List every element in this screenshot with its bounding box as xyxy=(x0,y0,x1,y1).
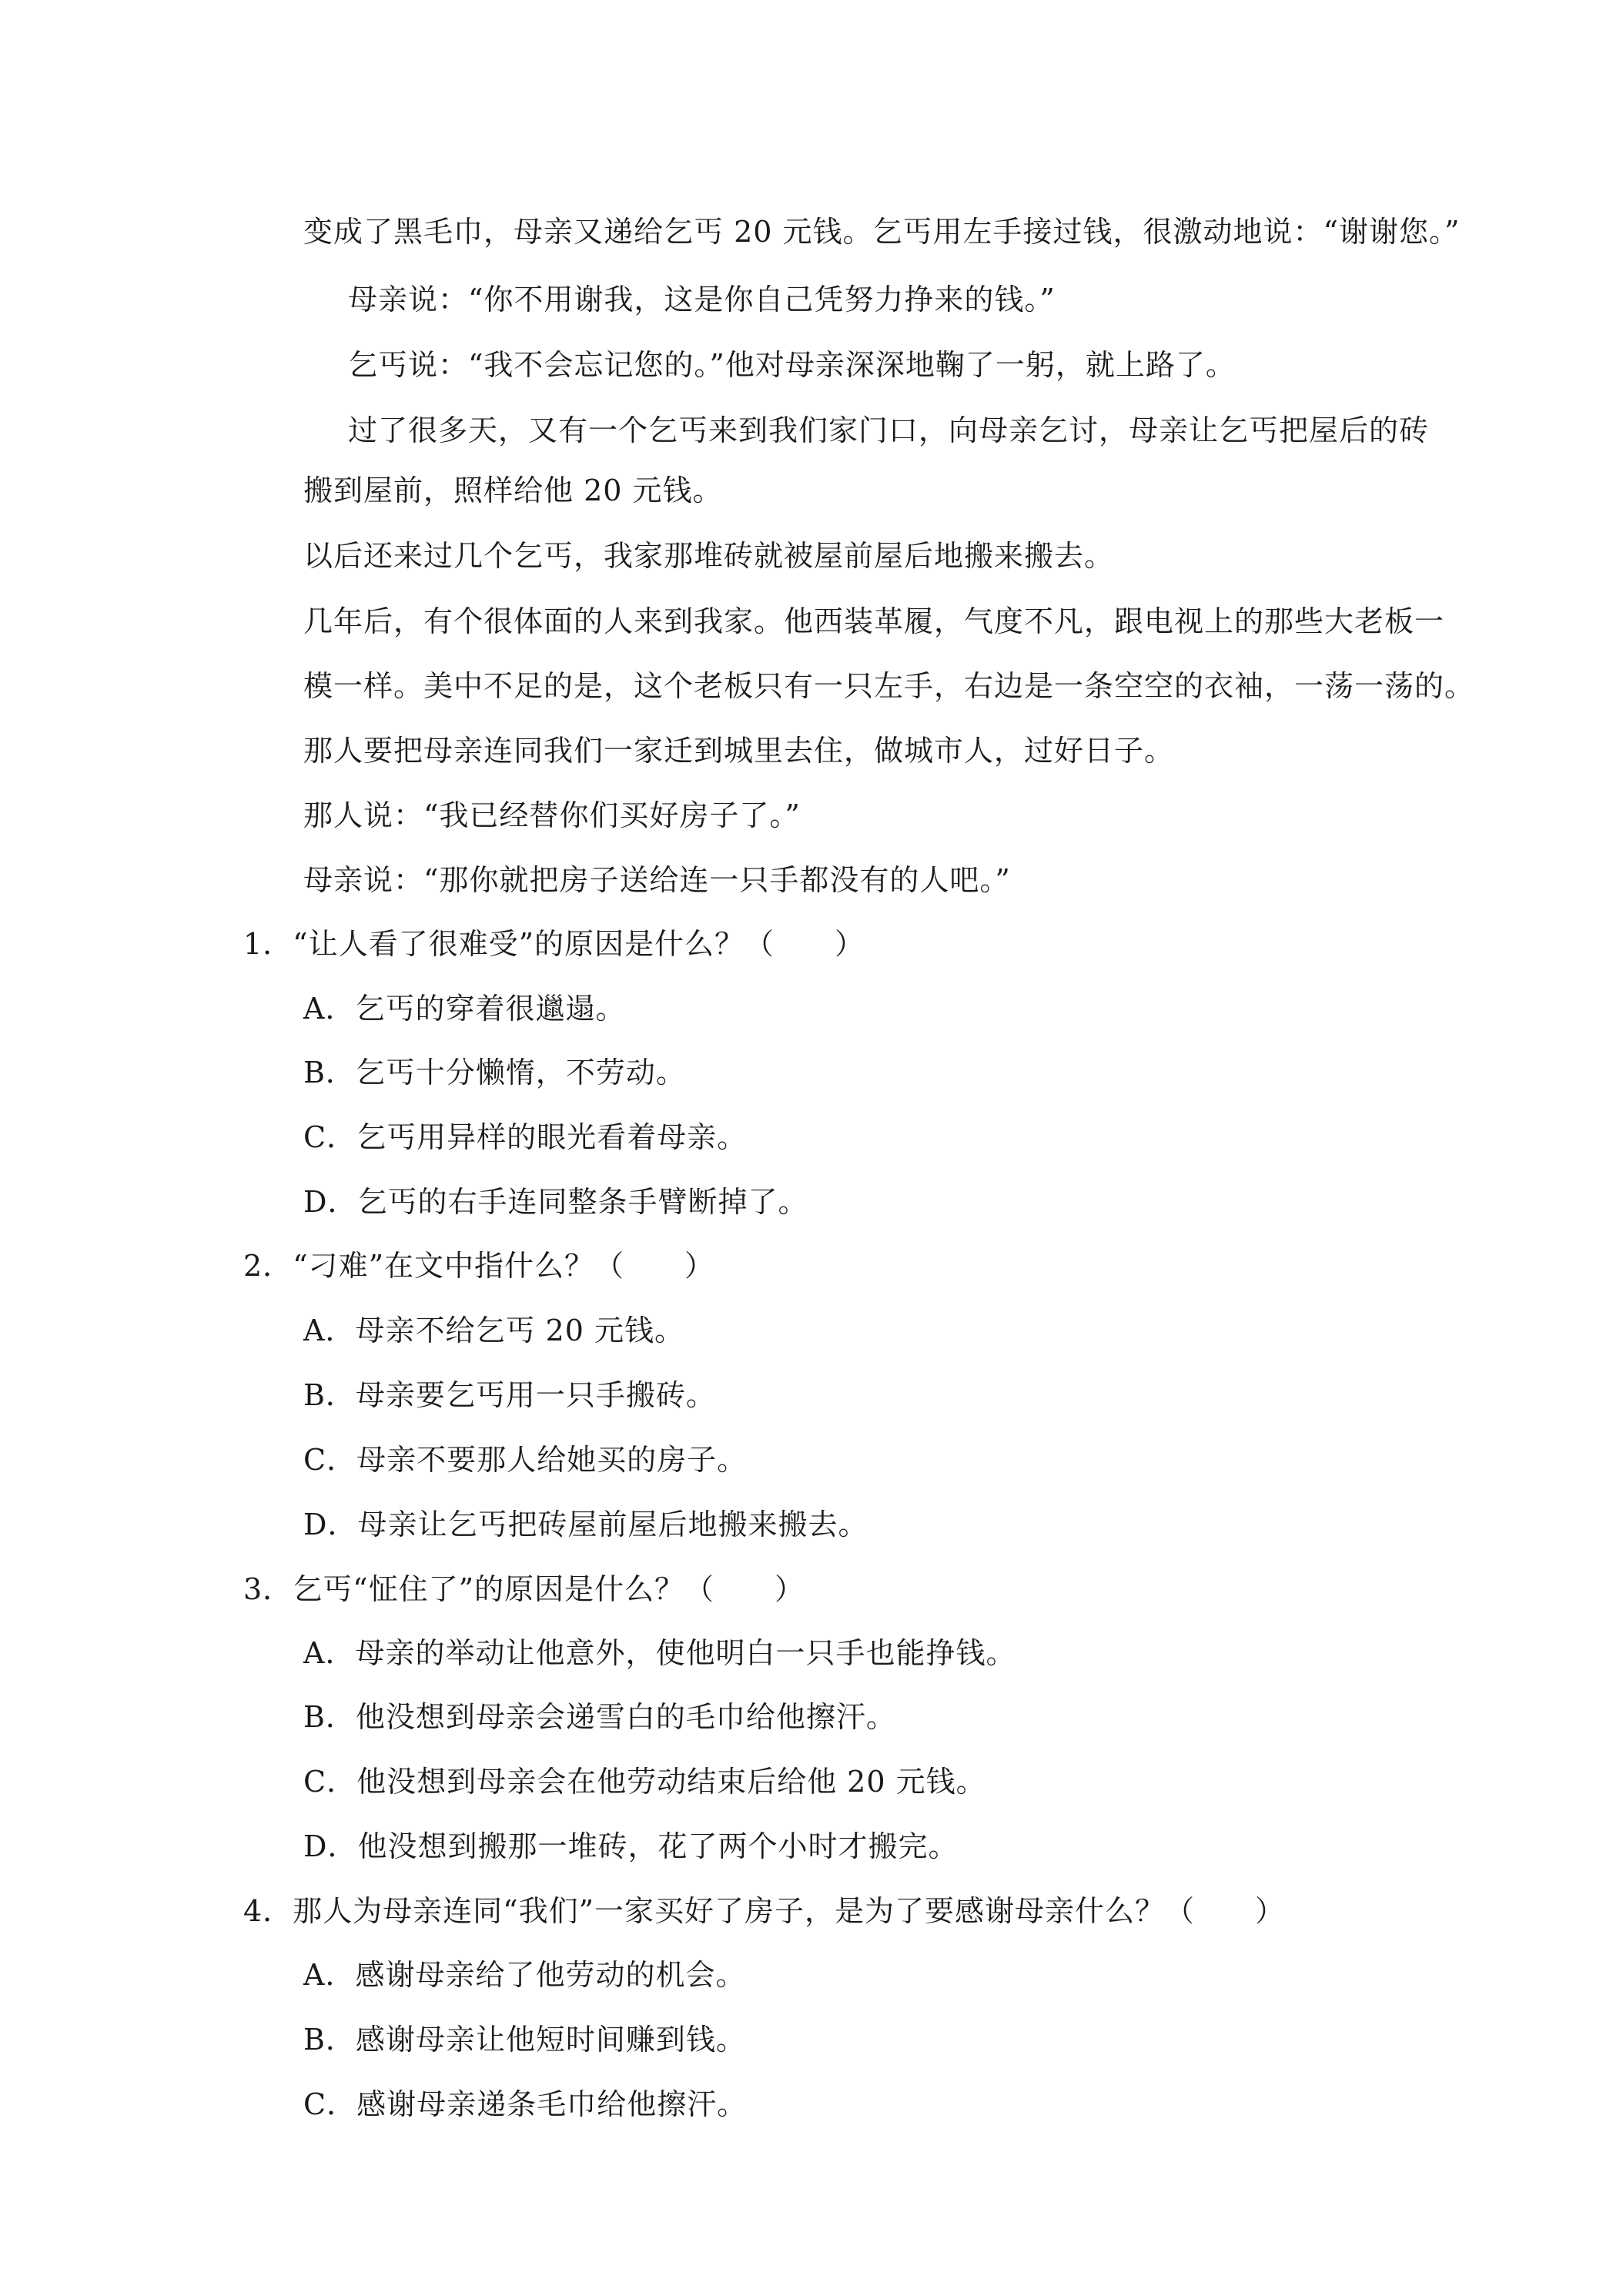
passage-line: 乞丐说：“我不会忘记您的。”他对母亲深深地鞠了一躬，就上路了。 xyxy=(348,348,1236,382)
question-option: C．母亲不要那人给她买的房子。 xyxy=(303,1443,748,1477)
question-option: B．感谢母亲让他短时间赚到钱。 xyxy=(303,2023,746,2057)
question-option: C．感谢母亲递条毛巾给他擦汗。 xyxy=(303,2087,748,2121)
question-option: C．他没想到母亲会在他劳动结束后给他 20 元钱。 xyxy=(303,1765,986,1799)
passage-line: 搬到屋前，照样给他 20 元钱。 xyxy=(303,474,723,507)
question-stem: 2．“刁难”在文中指什么？（ ） xyxy=(243,1249,715,1283)
question-option: D．他没想到搬那一堆砖，花了两个小时才搬完。 xyxy=(303,1829,959,1863)
passage-line: 那人说：“我已经替你们买好房子了。” xyxy=(303,798,801,832)
passage-line: 母亲说：“你不用谢我，这是你自己凭努力挣来的钱。” xyxy=(348,283,1056,316)
question-option: D．乞丐的右手连同整条手臂断掉了。 xyxy=(303,1185,808,1219)
question-option: A．母亲不给乞丐 20 元钱。 xyxy=(303,1314,684,1347)
question-stem: 3．乞丐“怔住了”的原因是什么？（ ） xyxy=(243,1572,805,1606)
question-option: A．感谢母亲给了他劳动的机会。 xyxy=(303,1958,746,1992)
passage-line: 几年后，有个很体面的人来到我家。他西装革履，气度不凡，跟电视上的那些大老板一 xyxy=(303,604,1445,638)
passage-line: 变成了黑毛巾，母亲又递给乞丐 20 元钱。乞丐用左手接过钱，很激动地说：“谢谢您。” xyxy=(303,215,1461,249)
passage-line: 过了很多天，又有一个乞丐来到我们家门口，向母亲乞讨，母亲让乞丐把屋后的砖 xyxy=(348,413,1430,447)
question-option: B．母亲要乞丐用一只手搬砖。 xyxy=(303,1378,716,1412)
question-option: C．乞丐用异样的眼光看着母亲。 xyxy=(303,1120,748,1154)
question-option: B．乞丐十分懒惰，不劳动。 xyxy=(303,1056,686,1089)
question-option: D．母亲让乞丐把砖屋前屋后地搬来搬去。 xyxy=(303,1508,868,1541)
passage-line: 那人要把母亲连同我们一家迁到城里去住，做城市人，过好日子。 xyxy=(303,734,1175,768)
passage-line: 模一样。美中不足的是，这个老板只有一只左手，右边是一条空空的衣袖，一荡一荡的。 xyxy=(303,669,1475,703)
passage-line: 以后还来过几个乞丐，我家那堆砖就被屋前屋后地搬来搬去。 xyxy=(303,539,1115,573)
question-stem: 1．“让人看了很难受”的原因是什么？（ ） xyxy=(243,927,865,961)
question-stem: 4．那人为母亲连同“我们”一家买好了房子，是为了要感谢母亲什么？（ ） xyxy=(243,1894,1286,1928)
question-option: A．乞丐的穿着很邋遢。 xyxy=(303,992,626,1026)
passage-line: 母亲说：“那你就把房子送给连一只手都没有的人吧。” xyxy=(303,863,1011,897)
question-option: B．他没想到母亲会递雪白的毛巾给他擦汗。 xyxy=(303,1700,896,1734)
question-option: A．母亲的举动让他意外，使他明白一只手也能挣钱。 xyxy=(303,1636,1016,1670)
